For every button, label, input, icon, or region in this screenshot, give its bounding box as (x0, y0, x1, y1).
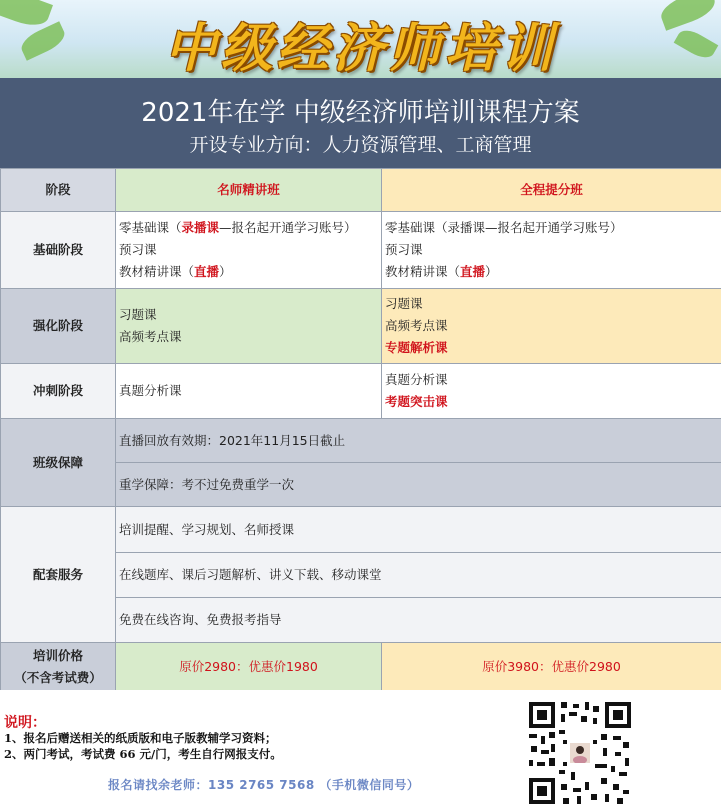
services-line-2: 在线题库、课后习题解析、讲义下载、移动课堂 (116, 553, 721, 598)
course-line-highlight: 考题突击课 (385, 394, 448, 409)
course-line: 教材精讲课（直播） (385, 264, 498, 279)
table-row-sprint (1, 364, 721, 419)
header (0, 78, 721, 168)
guarantee-line-1: 直播回放有效期：2021年11月15日截止 (116, 419, 721, 463)
class-b-sprint-cell (382, 364, 721, 419)
table-row-guarantee (1, 419, 721, 463)
class-a-basic-cell (116, 212, 382, 289)
banner (0, 0, 721, 78)
course-line: 教材精讲课（直播） (119, 264, 232, 279)
price-label: 培训价格 (32, 648, 83, 663)
note-line-1: 1、报名后赠送相关的纸质版和电子版教辅学习资料； (4, 731, 277, 745)
class-a-sprint-cell (116, 364, 382, 419)
avatar (568, 741, 592, 765)
course-line: 真题分析课 (385, 372, 448, 387)
stage-label: 强化阶段 (1, 289, 116, 364)
note-title: 说明： (4, 715, 46, 731)
stage-label: 配套服务 (1, 507, 116, 643)
column-header-class-a: 名师精讲班 (116, 169, 382, 212)
class-a-strengthen-cell (116, 289, 382, 364)
page-title: 2021年在学 中级经济师培训课程方案 (141, 98, 580, 128)
class-a-price: 原价2980：优惠价1980 (116, 643, 382, 692)
table-row-price (1, 643, 721, 692)
course-line: 习题课 (385, 296, 423, 311)
services-line-1: 培训提醒、学习规划、名师授课 (116, 507, 721, 553)
price-label-cell (1, 643, 116, 692)
column-header-class-b: 全程提分班 (382, 169, 721, 212)
qr-code (527, 700, 633, 806)
stage-label: 基础阶段 (1, 212, 116, 289)
course-line: 习题课 (119, 307, 157, 322)
contact-info: 报名请找余老师：135 2765 7568 （手机微信同号） (108, 778, 420, 792)
person-icon (570, 743, 590, 763)
course-table (0, 168, 721, 692)
course-line: 预习课 (385, 242, 423, 257)
course-line: 零基础课（录播课—报名起开通学习账号） (385, 220, 623, 235)
column-header-stage: 阶段 (1, 169, 116, 212)
table-row-services (1, 507, 721, 553)
page-subtitle: 开设专业方向：人力资源管理、工商管理 (189, 134, 532, 156)
course-line: 高频考点课 (385, 318, 448, 333)
price-label-note: （不含考试费） (14, 670, 102, 685)
table-header-row (1, 169, 721, 212)
class-b-basic-cell (382, 212, 721, 289)
stage-label: 班级保障 (1, 419, 116, 507)
table-row-basic (1, 212, 721, 289)
note-line-2: 2、两门考试，考试费 66 元/门，考生自行网报支付。 (4, 747, 282, 761)
course-line-highlight: 专题解析课 (385, 340, 448, 355)
course-line: 零基础课（录播课—报名起开通学习账号） (119, 220, 357, 235)
class-b-strengthen-cell (382, 289, 721, 364)
course-line: 预习课 (119, 242, 157, 257)
table-row-strengthen (1, 289, 721, 364)
guarantee-line-2: 重学保障：考不过免费重学一次 (116, 463, 721, 507)
stage-label: 冲刺阶段 (1, 364, 116, 419)
services-line-3: 免费在线咨询、免费报考指导 (116, 598, 721, 643)
banner-title: 中级经济师培训 (164, 19, 557, 78)
course-line: 真题分析课 (119, 383, 182, 398)
course-line: 高频考点课 (119, 329, 182, 344)
class-b-price: 原价3980：优惠价2980 (382, 643, 721, 692)
